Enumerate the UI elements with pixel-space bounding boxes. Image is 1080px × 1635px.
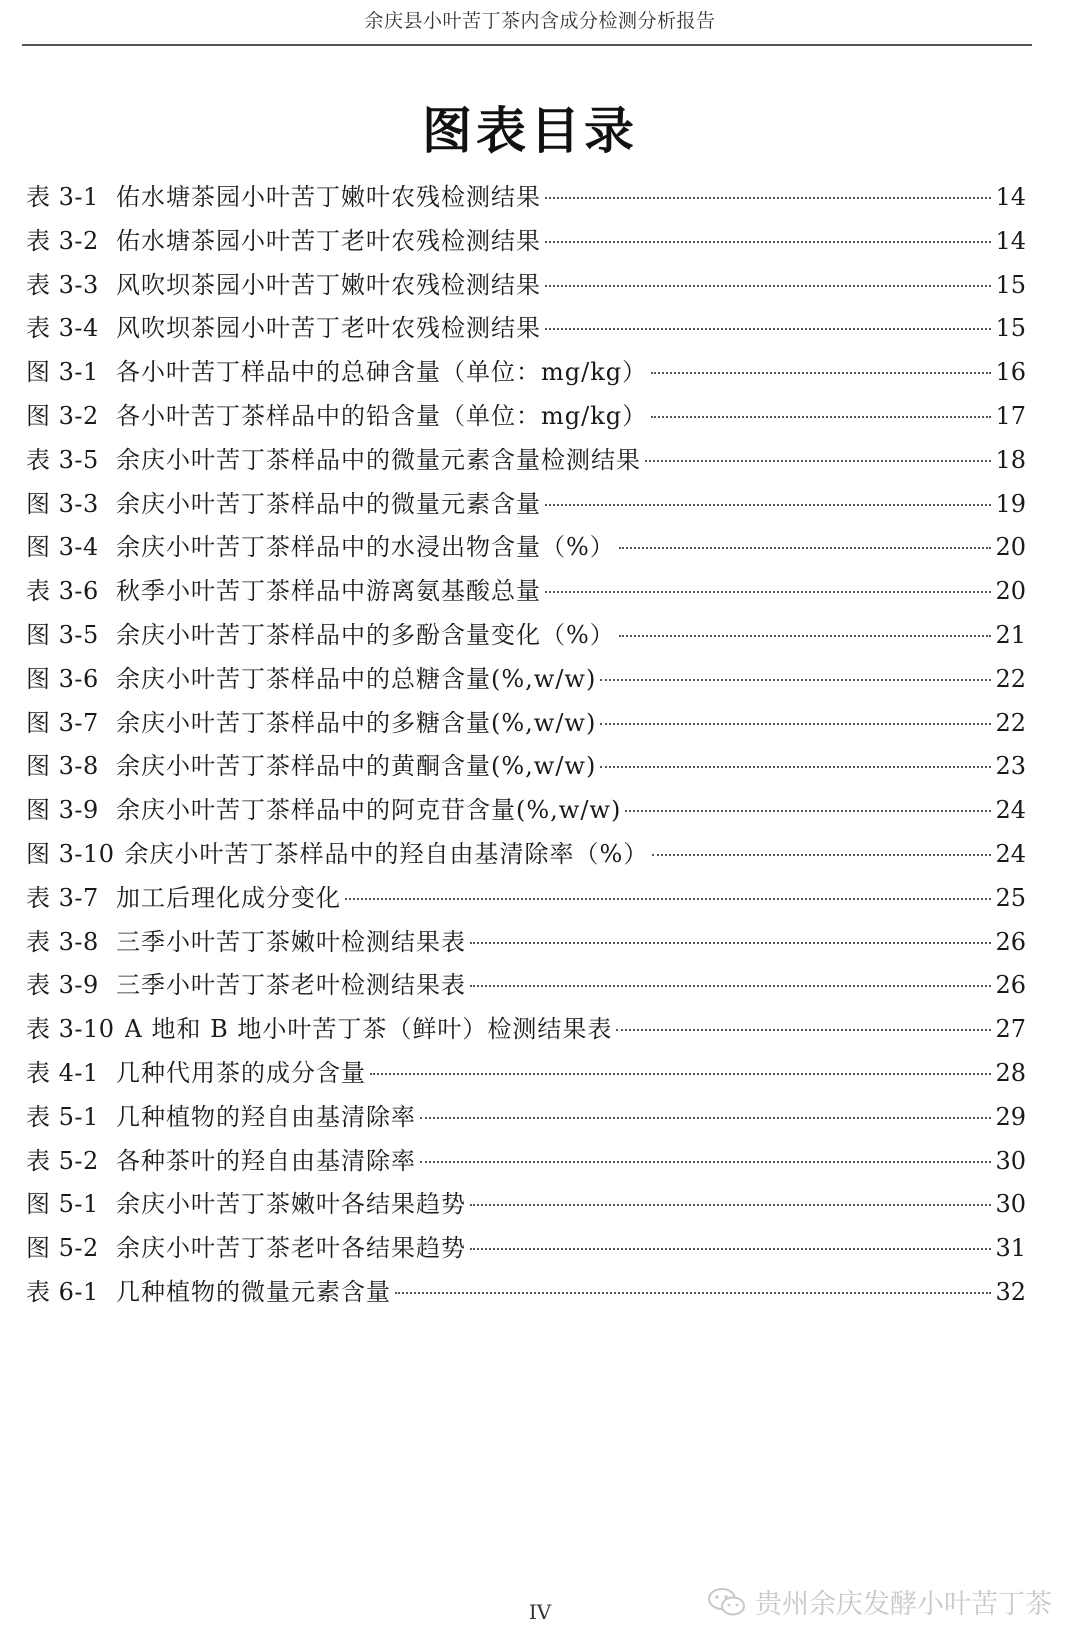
toc-dot-leader <box>652 854 991 856</box>
toc-entry-page-number: 22 <box>995 664 1026 693</box>
toc-entry-page-number: 21 <box>995 620 1026 649</box>
toc-entry-page-number: 20 <box>995 577 1026 606</box>
toc-entry-page-number: 17 <box>995 401 1026 430</box>
toc-entry[interactable] <box>26 483 1026 527</box>
toc-entry-page-number: 14 <box>995 226 1026 255</box>
toc-list <box>26 176 1026 1315</box>
toc-entry[interactable] <box>26 526 1026 570</box>
toc-dot-leader <box>545 197 991 199</box>
header-rule <box>22 44 1032 46</box>
toc-entry-page-number: 29 <box>995 1102 1026 1131</box>
toc-entry-page-number: 26 <box>995 971 1026 1000</box>
toc-entry-label: 表 4-1 <box>26 1058 99 1087</box>
toc-entry-label: 表 3-4 <box>26 314 99 343</box>
watermark-text: 贵州余庆发酵小叶苦丁茶 <box>755 1589 1052 1620</box>
toc-dot-leader <box>370 1073 991 1075</box>
toc-entry[interactable] <box>26 877 1026 921</box>
toc-entry-title: 余庆小叶苦丁茶样品中的羟自由基清除率（%） <box>124 839 649 868</box>
toc-dot-leader <box>545 591 991 593</box>
toc-entry-title: 余庆小叶苦丁茶样品中的水浸出物含量（%） <box>116 533 615 562</box>
toc-dot-leader <box>619 635 992 637</box>
toc-entry-label: 表 3-2 <box>26 226 99 255</box>
toc-dot-leader <box>470 1204 991 1206</box>
toc-entry-page-number: 25 <box>995 883 1026 912</box>
toc-entry-title: 各小叶苦丁茶样品中的铅含量（单位：mg/kg） <box>116 401 648 430</box>
toc-dot-leader <box>651 372 991 374</box>
toc-entry-label: 图 3-7 <box>26 708 99 737</box>
toc-entry[interactable] <box>26 570 1026 614</box>
toc-entry-title: 余庆小叶苦丁茶样品中的总糖含量(%,w/w) <box>116 664 597 693</box>
toc-entry[interactable] <box>26 1271 1026 1315</box>
toc-entry-title: 几种植物的微量元素含量 <box>116 1277 391 1306</box>
toc-entry-label: 图 3-2 <box>26 401 99 430</box>
toc-entry[interactable] <box>26 176 1026 220</box>
toc-entry-page-number: 20 <box>995 533 1026 562</box>
toc-entry-page-number: 19 <box>995 489 1026 518</box>
toc-entry[interactable] <box>26 1183 1026 1227</box>
toc-entry-title: 余庆小叶苦丁茶样品中的微量元素含量检测结果 <box>116 445 641 474</box>
toc-entry-title: 各小叶苦丁样品中的总砷含量（单位：mg/kg） <box>116 358 648 387</box>
toc-dot-leader <box>395 1292 991 1294</box>
toc-entry-page-number: 30 <box>995 1146 1026 1175</box>
toc-dot-leader <box>619 547 992 549</box>
toc-entry-page-number: 30 <box>995 1190 1026 1219</box>
toc-entry-title: 余庆小叶苦丁茶样品中的阿克苷含量(%,w/w) <box>116 796 622 825</box>
running-header: 余庆县小叶苦丁茶内含成分检测分析报告 <box>364 10 716 32</box>
toc-entry-page-number: 14 <box>995 183 1026 211</box>
toc-entry-label: 图 3-1 <box>26 358 99 387</box>
toc-entry[interactable] <box>26 351 1026 395</box>
toc-dot-leader <box>600 766 991 768</box>
toc-entry-title: 余庆小叶苦丁茶样品中的黄酮含量(%,w/w) <box>116 752 597 781</box>
toc-dot-leader <box>420 1117 991 1119</box>
toc-entry-title: 佑水塘茶园小叶苦丁老叶农残检测结果 <box>116 226 541 255</box>
toc-entry-label: 表 6-1 <box>26 1277 99 1306</box>
toc-entry-label: 表 5-2 <box>26 1146 99 1175</box>
toc-entry-page-number: 23 <box>995 752 1026 781</box>
toc-entry-page-number: 22 <box>995 708 1026 737</box>
toc-entry[interactable] <box>26 1140 1026 1184</box>
toc-dot-leader <box>420 1161 991 1163</box>
toc-entry-page-number: 26 <box>995 927 1026 956</box>
toc-dot-leader <box>545 241 991 243</box>
toc-entry-title: 各种茶叶的羟自由基清除率 <box>116 1146 416 1175</box>
toc-entry[interactable] <box>26 264 1026 308</box>
toc-entry-label: 图 3-5 <box>26 620 99 649</box>
toc-entry[interactable] <box>26 439 1026 483</box>
toc-entry-label: 表 3-9 <box>26 971 99 1000</box>
toc-dot-leader <box>545 328 991 330</box>
toc-entry-page-number: 15 <box>995 314 1026 343</box>
toc-entry[interactable] <box>26 745 1026 789</box>
toc-entry[interactable] <box>26 964 1026 1008</box>
toc-entry-label: 图 3-4 <box>26 533 99 562</box>
toc-entry[interactable] <box>26 220 1026 264</box>
toc-entry-page-number: 27 <box>995 1015 1026 1044</box>
toc-entry-label: 表 3-3 <box>26 270 99 299</box>
toc-entry-title: 风吹坝茶园小叶苦丁嫩叶农残检测结果 <box>116 270 541 299</box>
toc-entry-label: 表 5-1 <box>26 1102 99 1131</box>
toc-dot-leader <box>625 810 991 812</box>
toc-entry-title: 佑水塘茶园小叶苦丁嫩叶农残检测结果 <box>116 183 541 211</box>
toc-entry[interactable] <box>26 702 1026 746</box>
toc-dot-leader <box>651 416 991 418</box>
toc-entry[interactable] <box>26 307 1026 351</box>
toc-entry-label: 表 3-1 <box>26 183 99 211</box>
page-title: 图表目录 <box>422 101 638 160</box>
toc-dot-leader <box>545 285 991 287</box>
toc-entry-title: 余庆小叶苦丁茶样品中的微量元素含量 <box>116 489 541 518</box>
toc-dot-leader <box>600 723 991 725</box>
toc-dot-leader <box>616 1029 991 1031</box>
toc-entry[interactable] <box>26 1096 1026 1140</box>
toc-entry-page-number: 24 <box>995 796 1026 825</box>
toc-entry-page-number: 18 <box>995 445 1026 474</box>
toc-dot-leader <box>600 679 991 681</box>
toc-entry-label: 图 3-6 <box>26 664 99 693</box>
toc-dot-leader <box>545 504 991 506</box>
toc-entry[interactable] <box>26 1227 1026 1271</box>
toc-entry-page-number: 32 <box>995 1277 1026 1306</box>
toc-entry-title: 加工后理化成分变化 <box>116 883 341 912</box>
toc-entry[interactable] <box>26 833 1026 877</box>
toc-dot-leader <box>470 942 991 944</box>
toc-entry-label: 图 3-8 <box>26 752 99 781</box>
toc-entry-title: 秋季小叶苦丁茶样品中游离氨基酸总量 <box>116 577 541 606</box>
toc-entry-page-number: 24 <box>995 839 1026 868</box>
toc-entry-title: 余庆小叶苦丁茶老叶各结果趋势 <box>116 1234 466 1263</box>
toc-entry-label: 表 3-5 <box>26 445 99 474</box>
toc-entry-title: 余庆小叶苦丁茶样品中的多糖含量(%,w/w) <box>116 708 597 737</box>
toc-entry-page-number: 28 <box>995 1058 1026 1087</box>
toc-entry[interactable] <box>26 614 1026 658</box>
toc-entry[interactable] <box>26 395 1026 439</box>
toc-dot-leader <box>470 1248 991 1250</box>
toc-entry-title: 几种植物的羟自由基清除率 <box>116 1102 416 1131</box>
toc-entry[interactable] <box>26 1008 1026 1052</box>
toc-entry-title: 风吹坝茶园小叶苦丁老叶农残检测结果 <box>116 314 541 343</box>
toc-entry-page-number: 16 <box>995 358 1026 387</box>
toc-entry[interactable] <box>26 921 1026 965</box>
page-number: IV <box>528 1600 552 1624</box>
toc-entry-title: 三季小叶苦丁茶老叶检测结果表 <box>116 971 466 1000</box>
toc-entry-label: 表 3-7 <box>26 883 99 912</box>
toc-entry[interactable] <box>26 1052 1026 1096</box>
toc-entry-label: 图 3-3 <box>26 489 99 518</box>
toc-dot-leader <box>470 985 991 987</box>
toc-entry-label: 图 5-1 <box>26 1190 99 1219</box>
toc-entry-label: 图 5-2 <box>26 1234 99 1263</box>
toc-entry-page-number: 15 <box>995 270 1026 299</box>
toc-dot-leader <box>345 898 991 900</box>
toc-entry-title: 余庆小叶苦丁茶样品中的多酚含量变化（%） <box>116 620 615 649</box>
toc-entry[interactable] <box>26 789 1026 833</box>
toc-entry-label: 表 3-6 <box>26 577 99 606</box>
toc-dot-leader <box>645 460 991 462</box>
toc-entry[interactable] <box>26 658 1026 702</box>
toc-entry-title: 几种代用茶的成分含量 <box>116 1058 366 1087</box>
toc-entry-label: 表 3-8 <box>26 927 99 956</box>
toc-entry-title: A 地和 B 地小叶苦丁茶（鲜叶）检测结果表 <box>124 1015 613 1044</box>
toc-entry-label: 图 3-9 <box>26 796 99 825</box>
toc-entry-page-number: 31 <box>995 1234 1026 1263</box>
toc-entry-label: 表 3-10 <box>26 1015 115 1044</box>
toc-entry-title: 三季小叶苦丁茶嫩叶检测结果表 <box>116 927 466 956</box>
toc-entry-label: 图 3-10 <box>26 839 115 868</box>
toc-entry-title: 余庆小叶苦丁茶嫩叶各结果趋势 <box>116 1190 466 1219</box>
